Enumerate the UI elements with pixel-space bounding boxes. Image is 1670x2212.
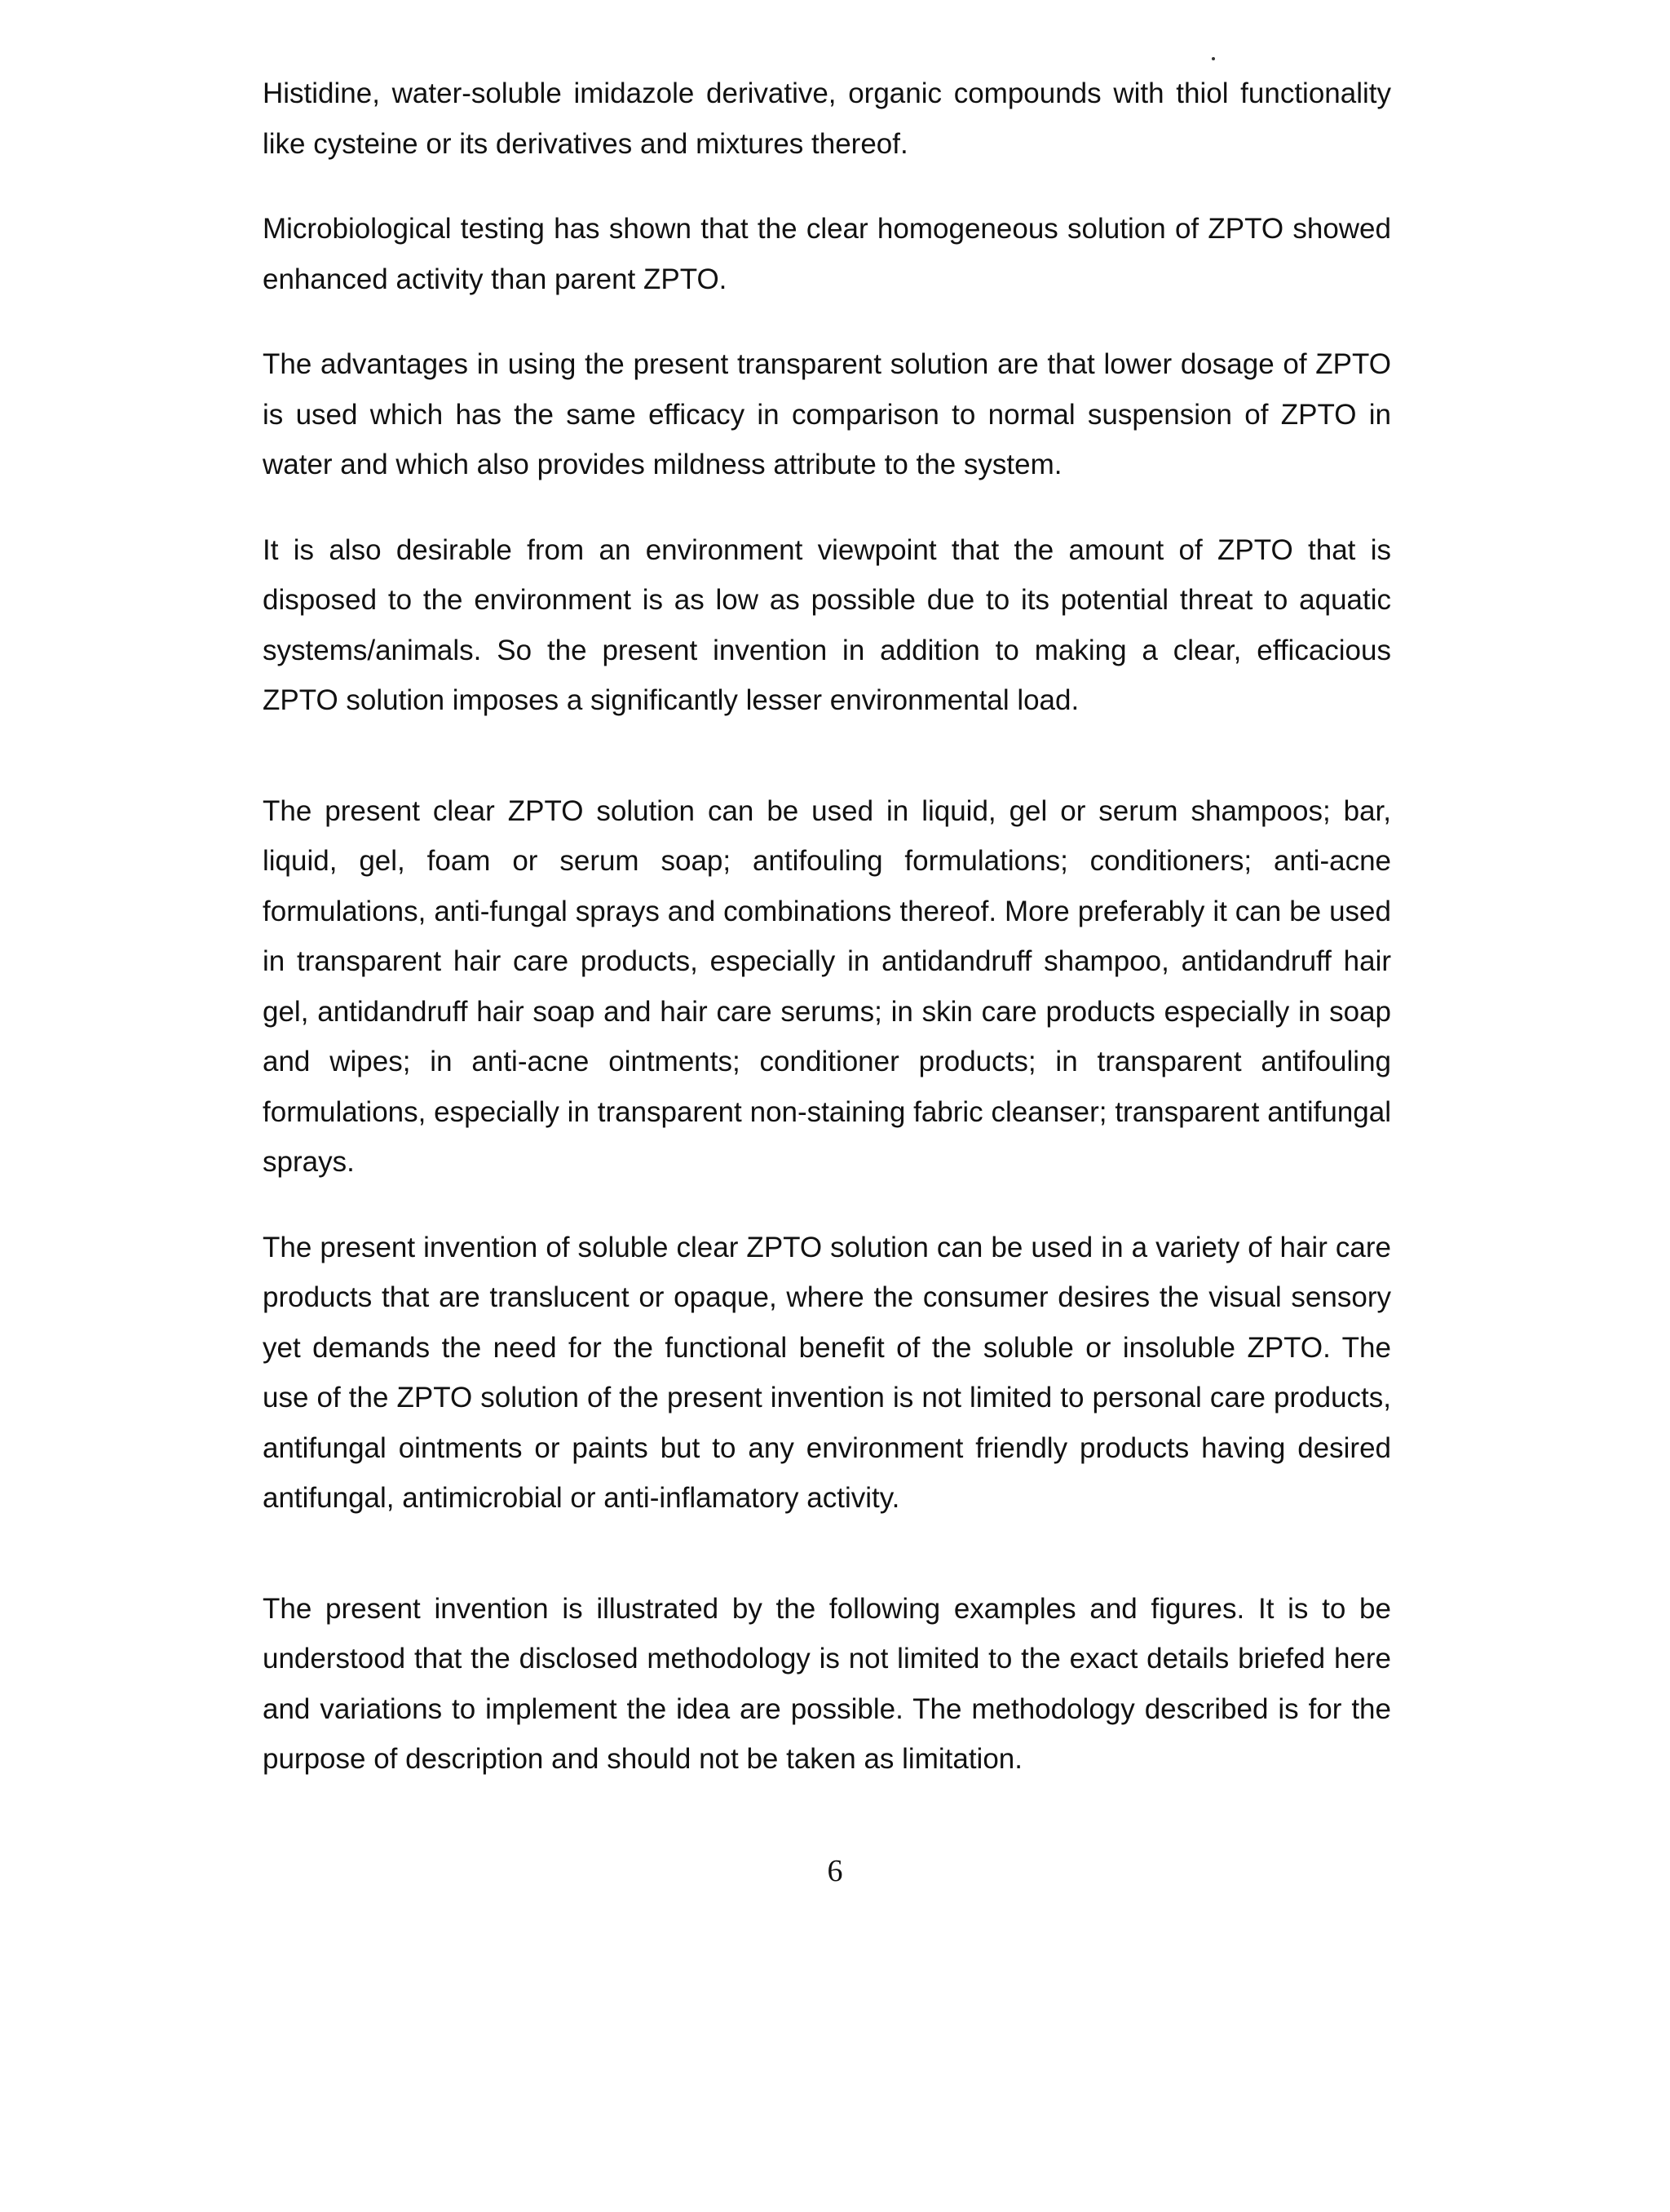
paragraph-1: Histidine, water-soluble imidazole derivative, organic compounds with thiol functionality like cysteine or its derivatives and mixtures thereof. <box>263 77 1391 160</box>
paragraph-4: It is also desirable from an environment viewpoint that the amount of ZPTO that is disposed to the environment is as low as possible due to its potential threat to aquatic systems/animals. So the present invention in addition to making a clear, efficacious ZPTO solution imposes a significantly lesser environmental load. <box>263 533 1391 716</box>
paragraph-6: The present invention of soluble clear ZPTO solution can be used in a variety of hair care products that are translucent or opaque, where the consumer desires the visual sensory yet demands the need for the functional benefit of the soluble or insoluble ZPTO. The use of the ZPTO solution of the present invention is not limited to personal care products, antifungal ointments or paints but to any environment friendly products having desired antifungal, antimicrobial or anti-inflamatory activity. <box>263 1231 1391 1514</box>
paragraph-7: The present invention is illustrated by the following examples and figures. It is to be understood that the disclosed methodology is not limited to the exact details briefed here and variations to implement the idea are possible. The methodology described is for the purpose of description and should not be taken as limitation. <box>263 1592 1391 1775</box>
document-body <box>263 69 1391 1785</box>
paragraph-5: The present clear ZPTO solution can be used in liquid, gel or serum shampoos; bar, liquid, gel, foam or serum soap; antifouling formulations; conditioners; anti-acne formulations, anti-fungal sprays and combinations thereof. More preferably it can be used in transparent hair care products, especially in antidandruff shampoo, antidandruff hair gel, antidandruff hair soap and hair care serums; in skin care products especially in soap and wipes; in anti-acne ointments; conditioner products; in transparent antifouling formulations, especially in transparent non-staining fabric cleanser; transparent antifungal sprays. <box>263 794 1391 1178</box>
paragraph-3: The advantages in using the present transparent solution are that lower dosage of ZPTO is used which has the same efficacy in comparison to normal suspension of ZPTO in water and which also provides mildness attribute to the system. <box>263 348 1391 480</box>
scan-speck <box>1212 57 1215 60</box>
page-number: 6 <box>827 1854 843 1888</box>
paragraph-2: Microbiological testing has shown that the clear homogeneous solution of ZPTO showed enhanced activity than parent ZPTO. <box>263 213 1391 295</box>
